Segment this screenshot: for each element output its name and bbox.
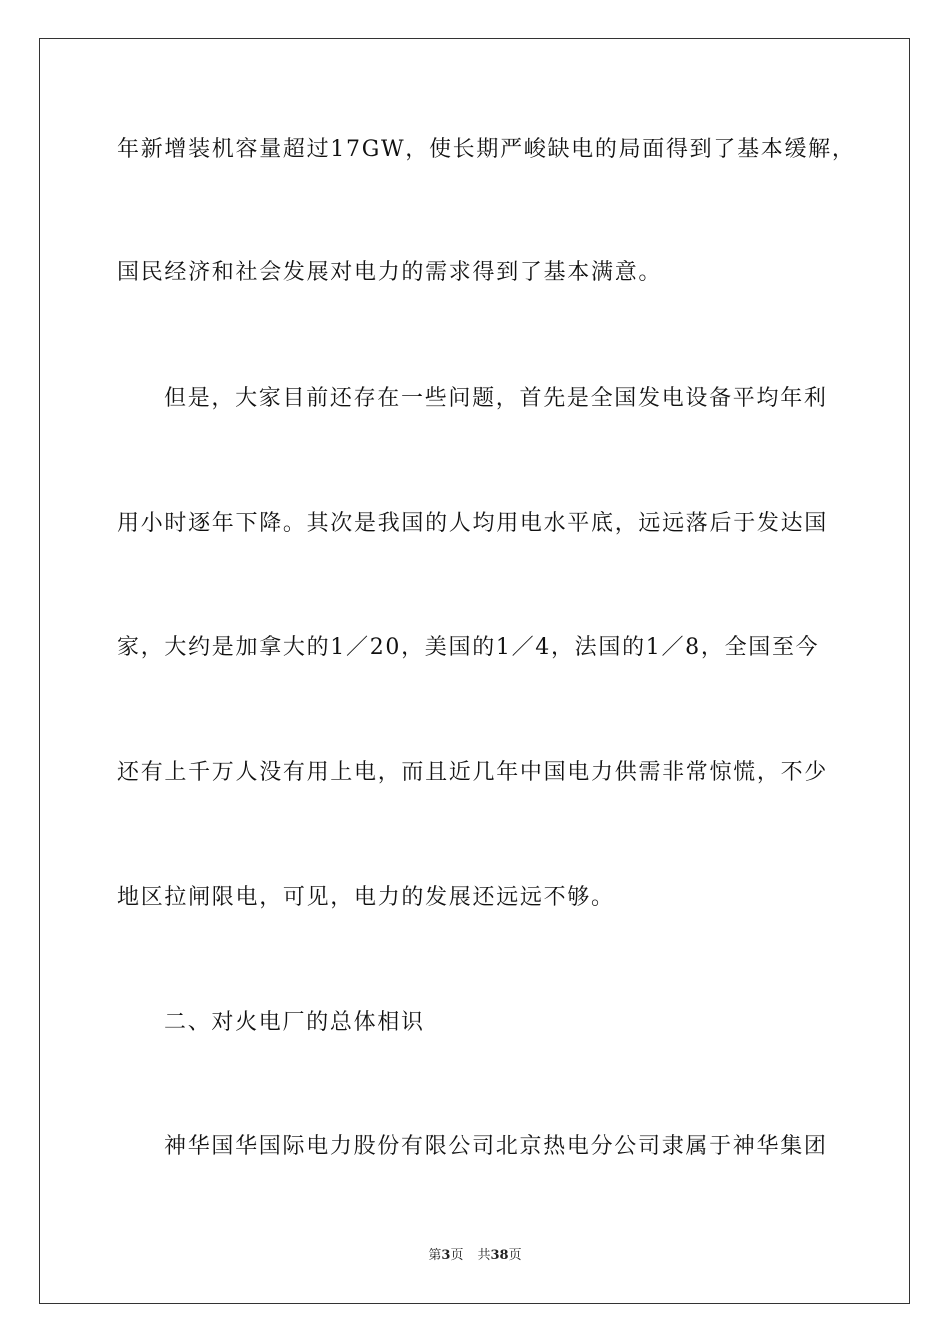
page-footer [0,1247,950,1265]
footer-total-suffix: 页 [508,1248,522,1263]
page-border [39,38,910,1304]
body-text-line-6: 还有上千万人没有用上电，而且近几年中国电力供需非常惊慌，不少 [117,760,829,785]
body-text-line-9: 神华国华国际电力股份有限公司北京热电分公司隶属于神华集团 [164,1134,828,1159]
body-text-line-3: 但是，大家目前还存在一些问题，首先是全国发电设备平均年利 [164,386,828,411]
body-text-line-5: 家，大约是加拿大的1／20，美国的1／4，法国的1／8，全国至今 [117,635,820,660]
footer-page-suffix: 页 [450,1248,464,1263]
body-text-line-7: 地区拉闸限电，可见，电力的发展还远远不够。 [117,885,615,910]
footer-page-prefix: 第 [428,1248,442,1263]
footer-page-number: 3 [441,1248,451,1263]
section-heading: 二、对火电厂的总体相识 [164,1010,425,1035]
footer-total-prefix: 共 [477,1248,491,1263]
body-text-line-1: 年新增装机容量超过17GW，使长期严峻缺电的局面得到了基本缓解， [117,137,856,162]
body-text-line-2: 国民经济和社会发展对电力的需求得到了基本满意。 [117,260,663,285]
body-text-line-4: 用小时逐年下降。其次是我国的人均用电水平底，远远落后于发达国 [117,511,829,536]
footer-total-pages: 38 [490,1248,509,1263]
